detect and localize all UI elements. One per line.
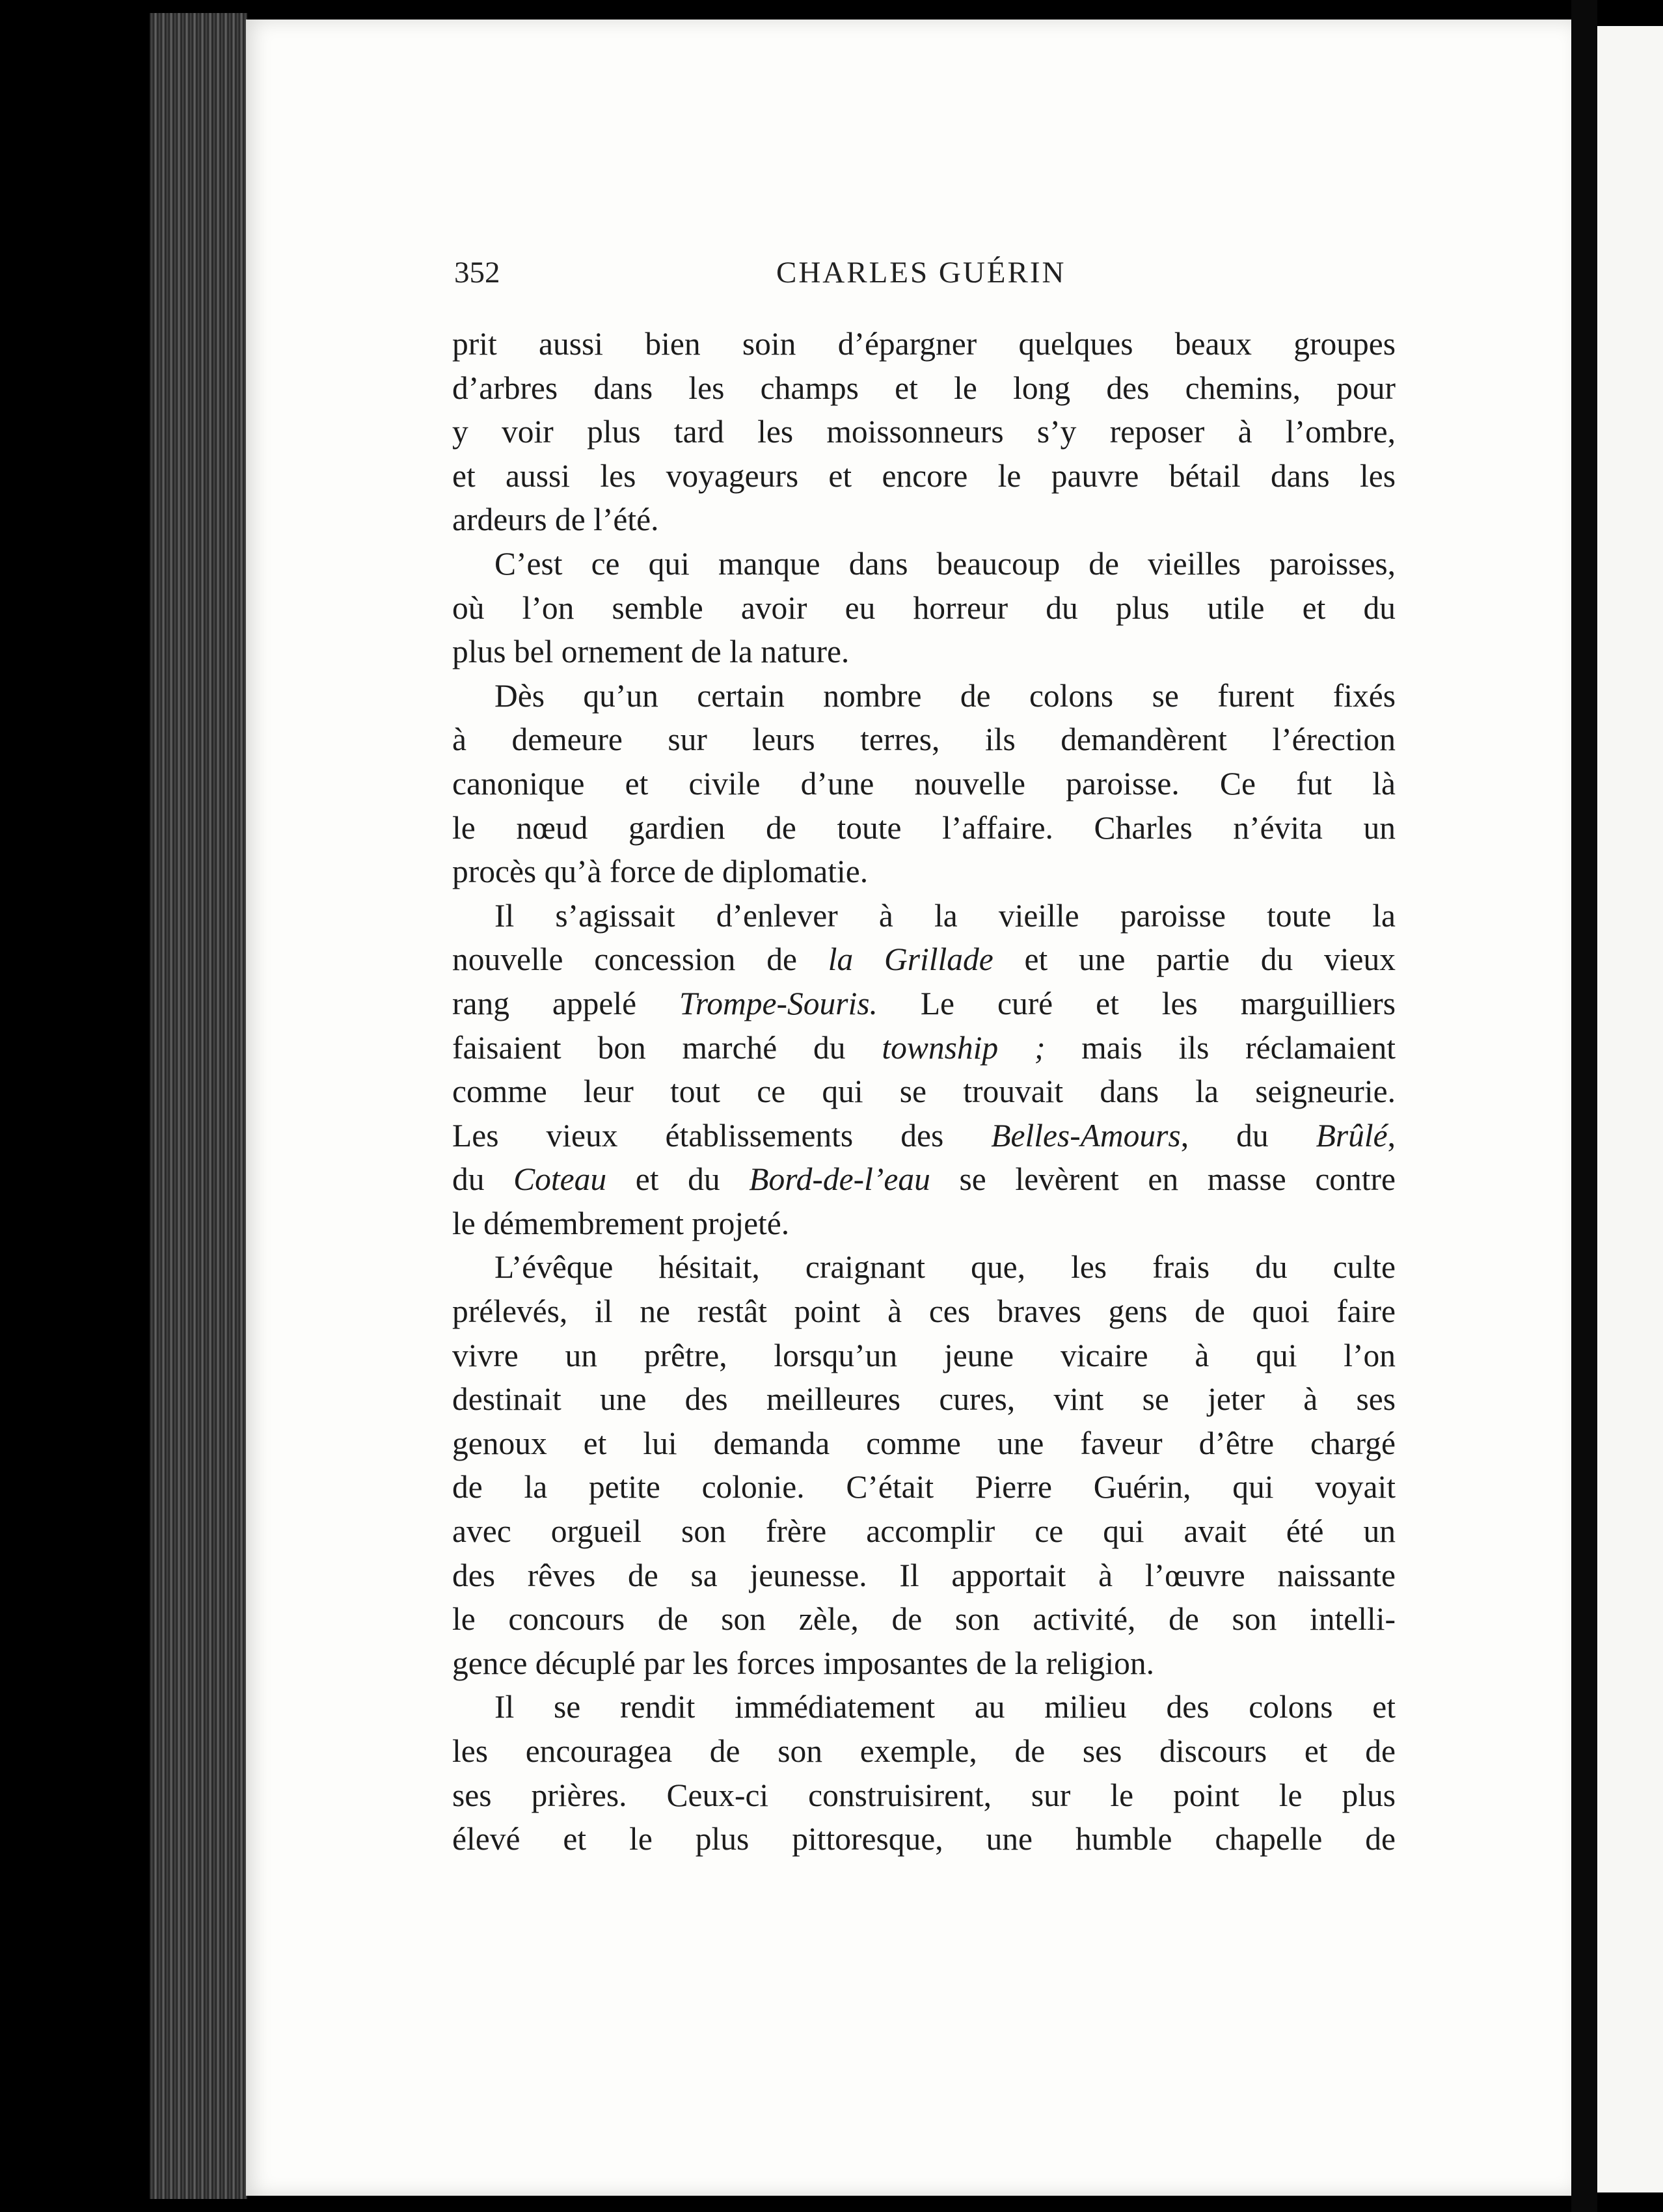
text-run: et une partie du vieux	[993, 941, 1396, 978]
text-line: C’est ce qui manque dans beaucoup de vieilles paroisses,	[494, 545, 1396, 582]
text-line: prit aussi bien soin d’épargner quelques beaux groupes	[452, 326, 1396, 362]
text-line: où l’on semble avoir eu horreur du plus utile et du	[452, 589, 1396, 626]
text-line: y voir plus tard les moissonneurs s’y reposer à l’ombre,	[452, 414, 1396, 450]
text-line: vivre un prêtre, lorsqu’un jeune vicaire à qui l’on	[452, 1337, 1396, 1373]
body-text	[452, 322, 1396, 1861]
italic-place-name: Coteau	[513, 1161, 607, 1198]
text-line: prélevés, il ne restât point à ces braves gens de quoi faire	[452, 1293, 1396, 1330]
text-line: genoux et lui demanda comme une faveur d’être chargé	[452, 1425, 1396, 1461]
text-line: les encouragea de son exemple, de ses discours et de	[452, 1733, 1396, 1769]
text-run: Le curé et les marguilliers	[877, 985, 1396, 1021]
italic-place-name: la Grillade	[828, 941, 994, 978]
text-line: d’arbres dans les champs et le long des chemins, pour	[452, 370, 1396, 406]
text-line: ses prières. Ceux-ci construisirent, sur le point le plus	[452, 1777, 1396, 1813]
text-run: nouvelle concession de	[452, 941, 828, 978]
text-run: Les vieux établissements des	[452, 1117, 992, 1153]
text-line	[452, 1114, 1396, 1158]
text-line: le concours de son zèle, de son activité, de son intelli-	[452, 1601, 1396, 1638]
text-line: procès qu’à force de diplomatie.	[452, 854, 869, 890]
text-line: avec orgueil son frère accomplir ce qui avait été un	[452, 1513, 1396, 1550]
facing-page-edge	[1597, 26, 1663, 2192]
book-page-edges	[150, 13, 247, 2199]
text-line: le nœud gardien de toute l’affaire. Charles n’évita un	[452, 809, 1396, 846]
text-line: Il s’agissait d’enlever à la vieille paroisse toute la	[494, 897, 1396, 934]
page-header	[454, 255, 1398, 301]
text-line: et aussi les voyageurs et encore le pauvre bétail dans les	[452, 457, 1396, 494]
page-number: 352	[454, 256, 500, 290]
text-run: et du	[606, 1161, 750, 1198]
text-line: L’évêque hésitait, craignant que, les frais du culte	[494, 1249, 1396, 1286]
italic-place-name: Brûlé	[1316, 1117, 1388, 1153]
text-run: se levèrent en masse contre	[930, 1161, 1396, 1198]
text-line: des rêves de sa jeunesse. Il apportait à l’œuvre naissante	[452, 1557, 1396, 1593]
text-line: comme leur tout ce qui se trouvait dans la seigneurie.	[452, 1073, 1396, 1110]
text-line: plus bel ornement de la nature.	[452, 634, 850, 670]
text-line: gence décuplé par les forces imposantes de la religion.	[452, 1645, 1154, 1681]
text-line: Il se rendit immédiatement au milieu des colons et	[494, 1689, 1396, 1725]
italic-place-name: Trompe-Souris.	[679, 985, 878, 1021]
italic-place-name: Bord-de-l’eau	[749, 1161, 930, 1198]
text-line: canonique et civile d’une nouvelle paroisse. Ce fut là	[452, 765, 1396, 802]
text-line	[452, 1026, 1396, 1070]
page-gutter	[1571, 0, 1597, 2212]
text-line: élevé et le plus pittoresque, une humble chapelle de	[452, 1821, 1396, 1857]
text-run: ,	[1387, 1117, 1396, 1153]
text-line: le démembrement projeté.	[452, 1205, 790, 1241]
text-run: du	[452, 1161, 514, 1198]
italic-place-name: Belles-Amours	[991, 1117, 1181, 1153]
text-run: faisaient bon marché du	[452, 1029, 882, 1066]
text-line	[452, 1157, 1396, 1202]
text-line: destinait une des meilleures cures, vint se jeter à ses	[452, 1381, 1396, 1418]
text-line: de la petite colonie. C’était Pierre Guérin, qui voyait	[452, 1469, 1396, 1505]
text-line: à demeure sur leurs terres, ils demandèrent l’érection	[452, 722, 1396, 758]
text-line: ardeurs de l’été.	[452, 502, 659, 538]
text-line	[452, 937, 1396, 982]
text-line: Dès qu’un certain nombre de colons se furent fixés	[494, 677, 1396, 714]
text-run: mais ils réclamaient	[1045, 1029, 1396, 1066]
text-line	[452, 982, 1396, 1026]
text-run: , du	[1180, 1117, 1316, 1153]
running-head: CHARLES GUÉRIN	[776, 256, 1066, 290]
italic-term: township ;	[882, 1029, 1046, 1066]
text-run: rang appelé	[452, 985, 680, 1021]
